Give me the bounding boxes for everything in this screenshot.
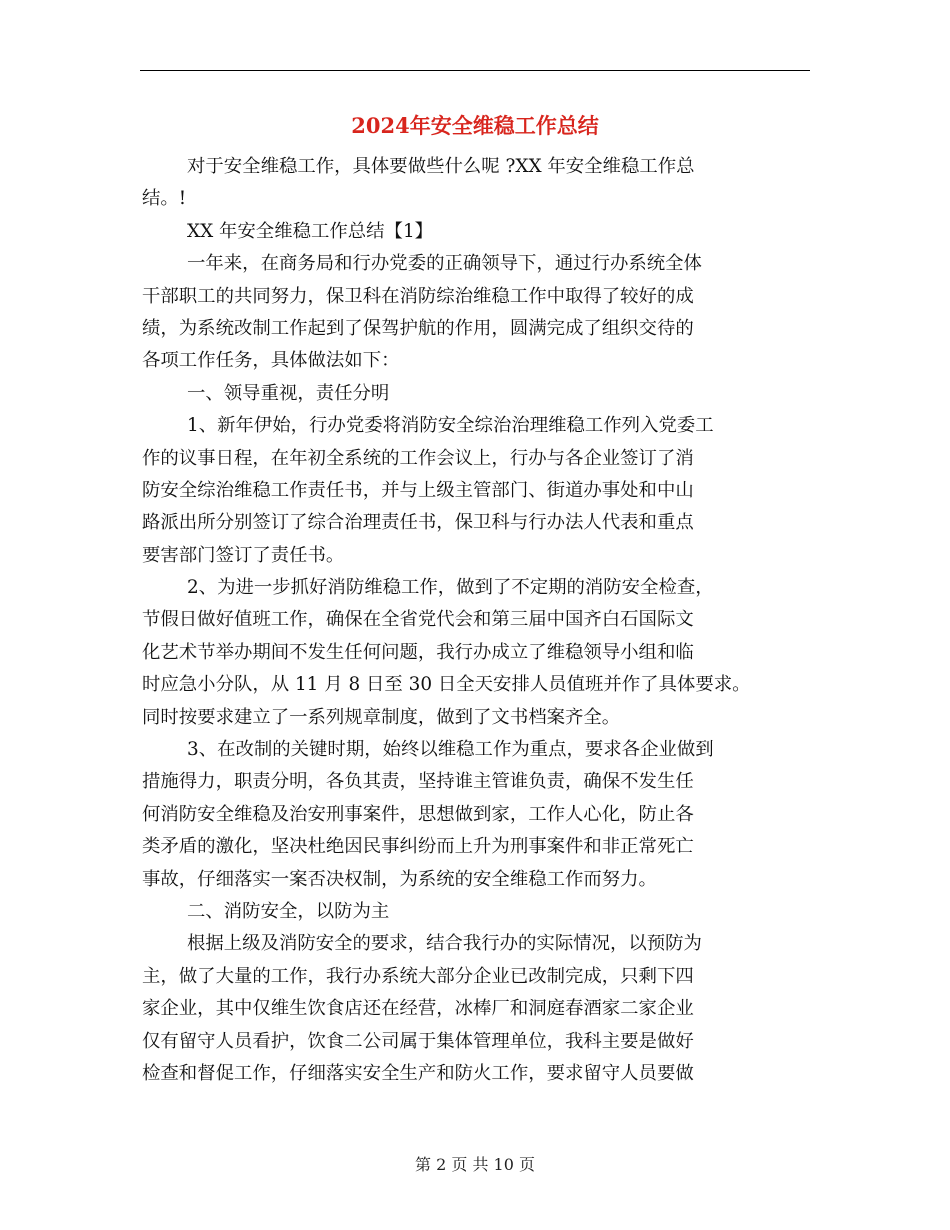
text-line: 要害部门签订了责任书。 [142,544,345,566]
text-line: 仅有留守人员看护，饮食二公司属于集体管理单位，我科主要是做好 [142,1030,694,1052]
text-line: 事故，仔细落实一案否决权制，为系统的安全维稳工作而努力。 [142,868,657,890]
text-line: 主，做了大量的工作，我行办系统大部分企业已改制完成，只剩下四 [142,965,694,987]
text-line: 二、消防安全，以防为主 [187,900,390,922]
page-title: 2024年安全维稳工作总结 [351,113,599,138]
text-line: 一、领导重视，责任分明 [187,382,390,404]
text-line: 同时按要求建立了一系列规章制度，做到了文书档案齐全。 [142,706,621,728]
text-line: 时应急小分队，从 11 月 8 日至 30 日全天安排人员值班并作了具体要求。 [142,674,751,696]
text-line: 2、为进一步抓好消防维稳工作，做到了不定期的消防安全检查， [187,577,714,599]
text-line: 各项工作任务，具体做法如下： [142,350,400,372]
text-line: 1、新年伊始，行办党委将消防安全综治治理维稳工作列入党委工 [187,415,714,437]
page-footer: 第 2 页 共 10 页 [415,1155,535,1174]
text-line: 何消防安全维稳及治安刑事案件，思想做到家，工作人心化，防止各 [142,803,694,825]
text-line: 绩，为系统改制工作起到了保驾护航的作用，圆满完成了组织交待的 [142,317,694,339]
text-line: 结。! [142,188,187,210]
text-line: XX 年安全维稳工作总结【1】 [187,220,434,242]
text-line: 干部职工的共同努力，保卫科在消防综治维稳工作中取得了较好的成 [142,285,694,307]
text-line: 一年来，在商务局和行办党委的正确领导下，通过行办系统全体 [187,253,702,275]
text-line: 防安全综治维稳工作责任书，并与上级主管部门、街道办事处和中山 [142,479,694,501]
header-rule [140,70,810,71]
text-line: 家企业，其中仅维生饮食店还在经营，冰棒厂和洞庭春酒家二家企业 [142,998,694,1020]
text-line: 路派出所分别签订了综合治理责任书，保卫科与行办法人代表和重点 [142,512,694,534]
text-line: 根据上级及消防安全的要求，结合我行办的实际情况，以预防为 [187,933,702,955]
text-line: 化艺术节举办期间不发生任何问题，我行办成立了维稳领导小组和临 [142,641,694,663]
text-line: 检查和督促工作，仔细落实安全生产和防火工作，要求留守人员要做 [142,1062,694,1084]
document-body [142,151,818,1090]
text-line: 类矛盾的激化，坚决杜绝因民事纠纷而上升为刑事案件和非正常死亡 [142,836,694,858]
text-line: 对于安全维稳工作，具体要做些什么呢 ?XX 年安全维稳工作总 [187,156,695,177]
text-line: 措施得力，职责分明，各负其责，坚持谁主管谁负责，确保不发生任 [142,771,694,793]
text-line: 3、在改制的关键时期，始终以维稳工作为重点，要求各企业做到 [187,739,714,761]
text-line: 作的议事日程，在年初全系统的工作会议上，行办与各企业签订了消 [142,447,694,469]
text-line: 节假日做好值班工作，确保在全省党代会和第三届中国齐白石国际文 [142,609,694,631]
